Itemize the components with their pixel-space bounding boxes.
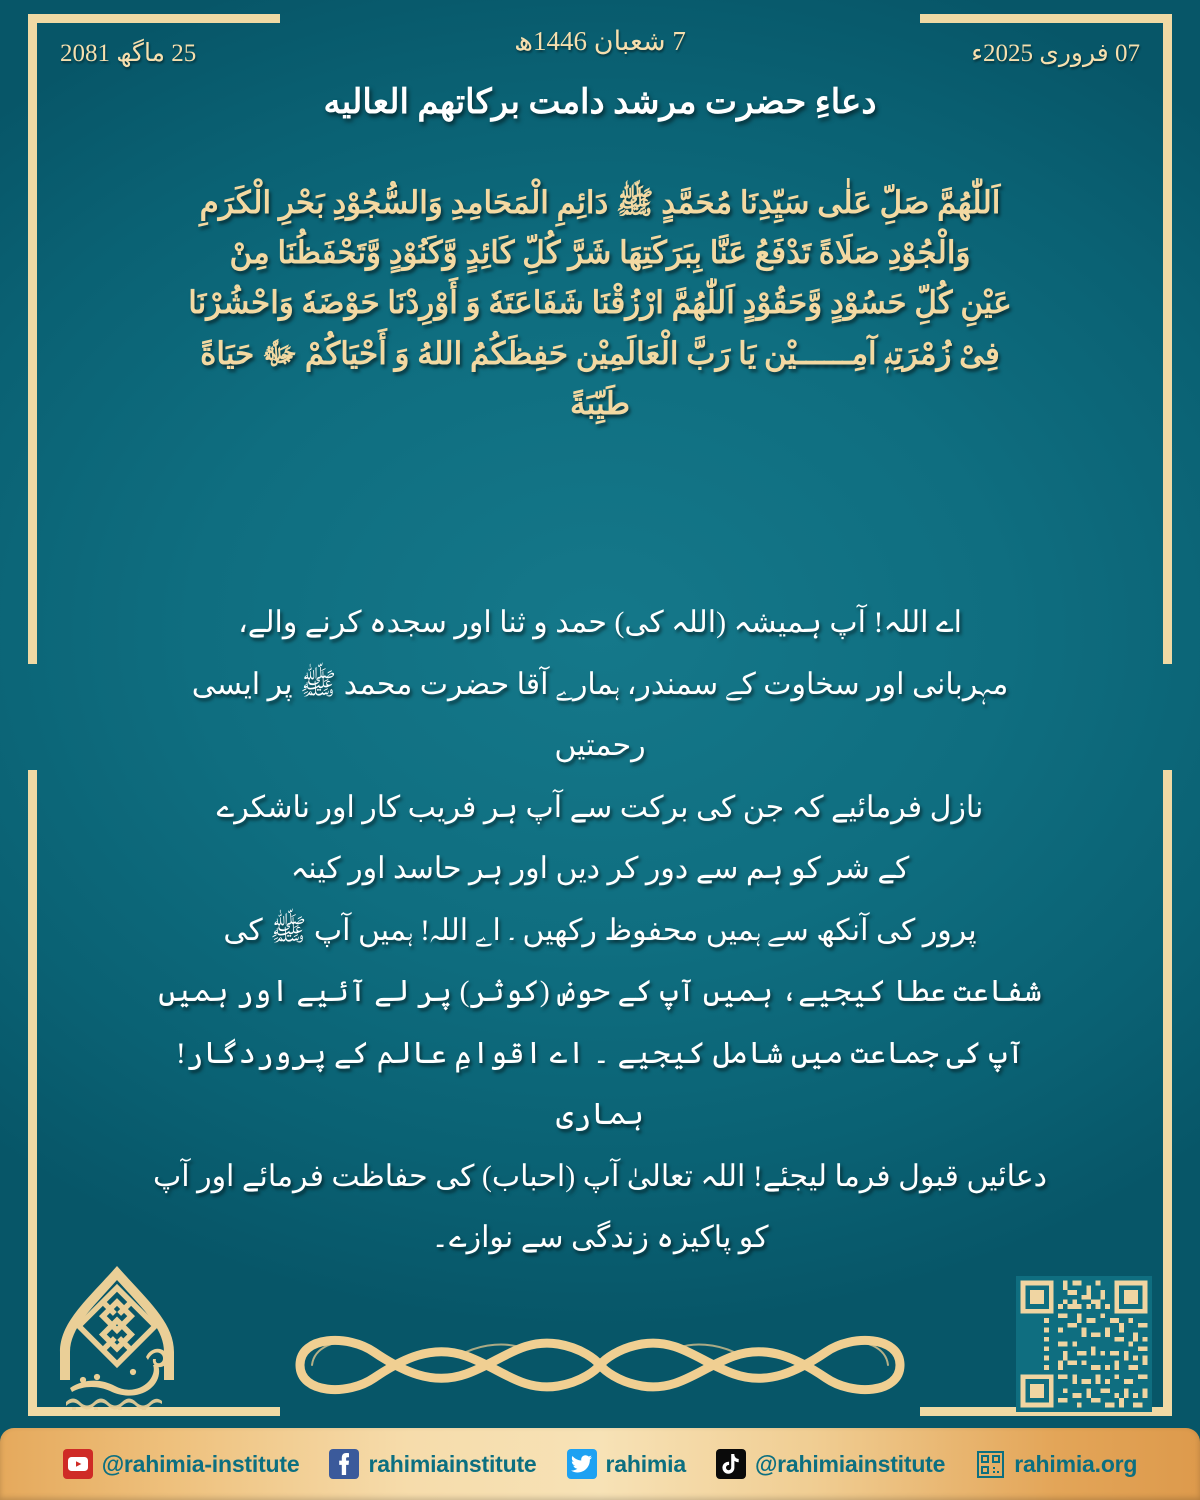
social-link-website[interactable] xyxy=(975,1449,1137,1479)
youtube-icon xyxy=(63,1449,93,1479)
gregorian-date: 07 فروری 2025ء xyxy=(971,40,1140,67)
arabic-dua-line: اَللّٰهُمَّ صَلِّ عَلٰى سَيِّدِنَا مُحَمَّدٍ ﷺ دَائِمِ الْمَحَامِدِ وَالسُّجُوْدِ بَحْرِ الْكَرَمِ xyxy=(199,185,1001,220)
logo-wordmark xyxy=(70,1349,168,1396)
urdu-translation-line: مہربانی اور سخاوت کے سمندر، ہمارے آقا حضرت محمد ﷺ پر ایسی رحمتیں xyxy=(191,667,1009,762)
urdu-translation-line: اے اللہ! آپ ہمیشہ (اللہ کی) حمد و ثنا اور سجدہ کرنے والے، xyxy=(238,606,962,639)
logo-subtitle xyxy=(66,1399,162,1411)
frame-top-left-segment xyxy=(28,14,280,23)
urdu-translation-line: پرور کی آنکھ سے ہمیں محفوظ رکھیں ۔ اے اللہ! ہمیں آپ ﷺ کی xyxy=(223,913,977,947)
frame-top-right-segment xyxy=(920,14,1172,23)
urdu-translation-line: کو پاکیزہ زندگی سے نوازے۔ xyxy=(431,1221,769,1254)
rahimia-logo xyxy=(52,1260,182,1412)
hijri-date: 7 شعبان 1446ھ xyxy=(514,26,686,56)
social-link-twitter[interactable] xyxy=(567,1449,686,1479)
urdu-translation-line: شفاعت عطا کیجیے، ہمیں آپ کے حوض (کوثر) پر لے آئیے اور ہمیں xyxy=(158,975,1042,1008)
social-link-tiktok[interactable] xyxy=(716,1449,945,1479)
urdu-translation-line: کے شر کو ہم سے دور کر دیں اور ہر حاسد اور کینہ xyxy=(290,852,910,885)
facebook-handle: rahimiainstitute xyxy=(368,1450,537,1477)
tiktok-handle: @rahimiainstitute xyxy=(754,1450,946,1477)
arabic-dua-line: وَالْجُوْدِ صَلَاةً تَدْفَعُ عَنَّا بِبَرَكَتِهَا شَرَّ كُلِّ كَائِدٍ وَّكَنُوْدٍ وَّتَحْفَظُنَا مِنْ xyxy=(229,235,971,271)
arabic-dua-line: عَيْنِ كُلِّ حَسُوْدٍ وَّحَقُوْدٍ اَللّٰهُمَّ ارْزُقْنَا شَفَاعَتَهٗ وَ أَوْرِدْنَا حَوْضَهٗ وَاحْشُرْنَا xyxy=(188,285,1012,321)
bikrami-date: 25 ماگھ 2081 xyxy=(60,40,197,67)
arabic-dua-line: طَيِّبَةً xyxy=(569,385,630,421)
twitter-icon xyxy=(567,1449,597,1479)
arabic-dua-line: فِىْ زُمْرَتِهٖ آمِــــــيْن يَا رَبَّ الْعَالَمِيْن حَفِظَكُمُ اللهُ وَ أَحْيَاكُمْ ﷻ حَيَاةً xyxy=(200,335,1000,371)
social-footer-bar xyxy=(0,1428,1200,1500)
qr-code[interactable] xyxy=(1016,1276,1152,1412)
frame-left-lower-rail xyxy=(28,770,37,1416)
frame-right-lower-rail xyxy=(1163,770,1172,1416)
social-link-youtube[interactable] xyxy=(63,1449,300,1479)
facebook-icon xyxy=(329,1449,359,1479)
website-handle: rahimia.org xyxy=(1014,1450,1138,1477)
urdu-translation-line: نازل فرمائیے کہ جن کی برکت سے آپ ہر فریب کار اور ناشکرے xyxy=(216,790,984,824)
arabic-dua-block xyxy=(80,178,1120,429)
youtube-handle: @rahimia-institute xyxy=(101,1450,300,1477)
ornamental-divider xyxy=(270,1322,930,1408)
qr-icon xyxy=(975,1449,1005,1479)
page-title: دعاءِ حضرت مرشد دامت بركاتهم العالیه xyxy=(323,84,877,121)
twitter-handle: rahimia xyxy=(605,1450,686,1477)
urdu-translation-line: دعائیں قبول فرما لیجئے! اللہ تعالیٰ آپ (احباب) کی حفاظت فرمائے اور آپ xyxy=(153,1159,1047,1193)
urdu-translation-block xyxy=(150,592,1050,1269)
social-link-facebook[interactable] xyxy=(329,1449,536,1479)
tiktok-icon xyxy=(716,1449,746,1479)
urdu-translation-line: آپ کی جماعت میں شامل کیجیے ۔ اے اقوامِ عالم کے پروردگار! ہماری xyxy=(175,1036,1025,1131)
